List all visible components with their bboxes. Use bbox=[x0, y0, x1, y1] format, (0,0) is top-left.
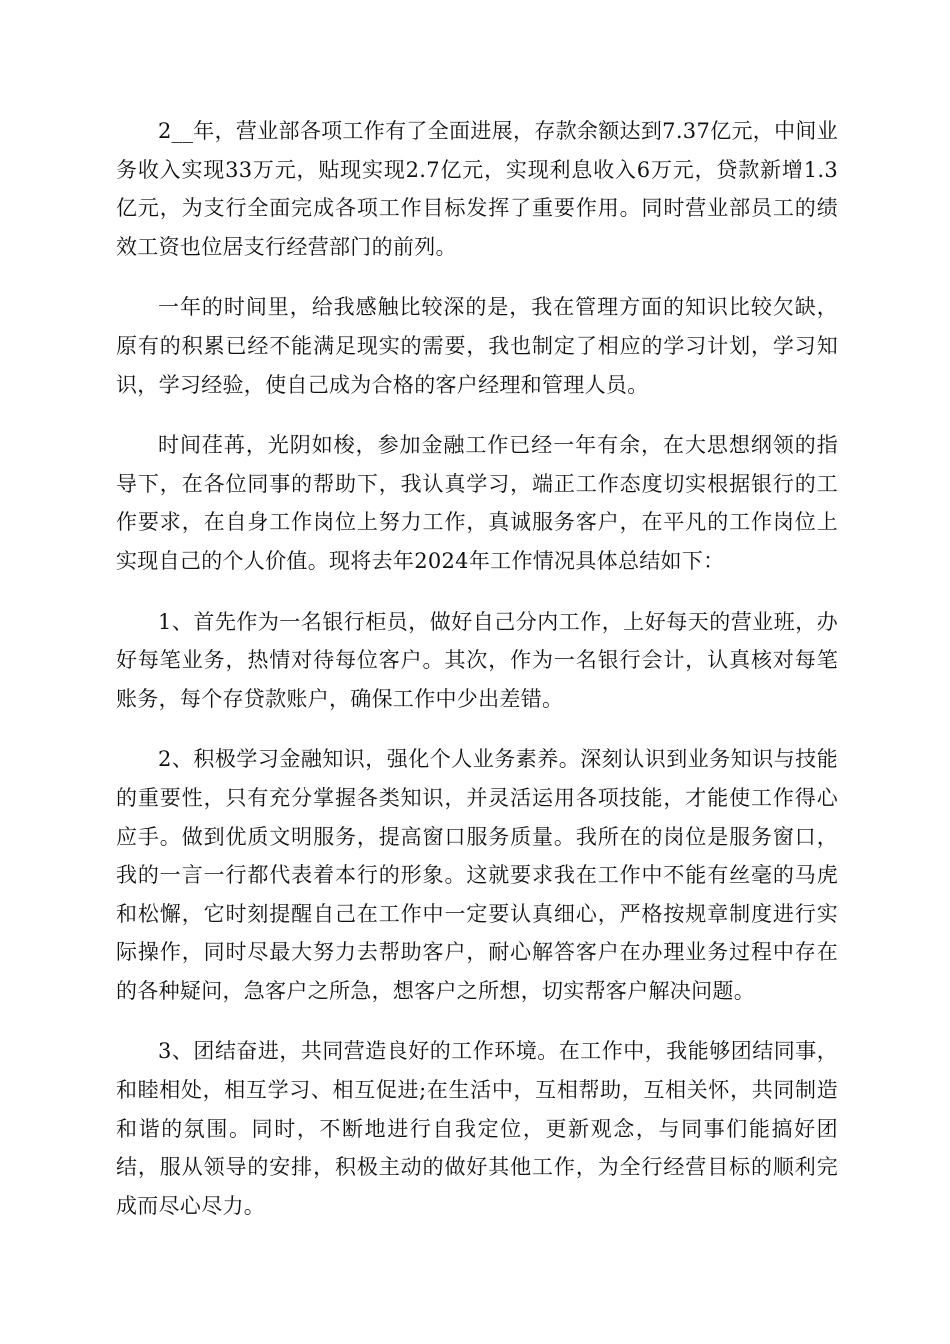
paragraph-reflection: 一年的时间里，给我感触比较深的是，我在管理方面的知识比较欠缺，原有的积累已经不能满足现实的需要，我也制定了相应的学习计划，学习知识，学习经验，使自己成为合格的客户经理和管理人员。 bbox=[116, 295, 838, 397]
document-body bbox=[116, 112, 838, 1247]
paragraph-point-2: 2、积极学习金融知识，强化个人业务素养。深刻认识到业务知识与技能的重要性，只有充分掌握各类知识，并灵活运用各项技能，才能使工作得心应手。做到优质文明服务，提高窗口服务质量。我所在的岗位是服务窗口，我的一言一行都代表着本行的形象。这就要求我在工作中不能有丝毫的马虎和松懈，它时刻提醒自己在工作中一定要认真细心，严格按规章制度进行实际操作，同时尽最大努力去帮助客户，耐心解答客户在办理业务过程中存在的各种疑问，急客户之所急，想客户之所想，切实帮客户解决问题。 bbox=[116, 747, 838, 1003]
paragraph-point-3: 3、团结奋进，共同营造良好的工作环境。在工作中，我能够团结同事，和睦相处，相互学习、相互促进;在生活中，互相帮助，互相关怀，共同制造和谐的氛围。同时，不断地进行自我定位，更新观念，与同事们能搞好团结，服从领导的安排，积极主动的做好其他工作，为全行经营目标的顺利完成而尽心尽力。 bbox=[116, 1039, 838, 1218]
paragraph-introduction: 时间荏苒，光阴如梭，参加金融工作已经一年有余，在大思想纲领的指导下，在各位同事的帮助下，我认真学习，端正工作态度切实根据银行的工作要求，在自身工作岗位上努力工作，真诚服务客户，在平凡的工作岗位上实现自己的个人价值。现将去年2024年工作情况具体总结如下： bbox=[116, 433, 838, 573]
paragraph-point-1: 1、首先作为一名银行柜员，做好自己分内工作，上好每天的营业班，办好每笔业务，热情对待每位客户。其次，作为一名银行会计，认真核对每笔账务，每个存贷款账户，确保工作中少出差错。 bbox=[116, 609, 838, 711]
paragraph-performance-summary: 2__年，营业部各项工作有了全面进展，存款余额达到7.37亿元，中间业务收入实现33万元，贴现实现2.7亿元，实现利息收入6万元，贷款新增1.3亿元，为支行全面完成各项工作目标发挥了重要作用。同时营业部员工的绩效工资也位居支行经营部门的前列。 bbox=[116, 119, 838, 259]
